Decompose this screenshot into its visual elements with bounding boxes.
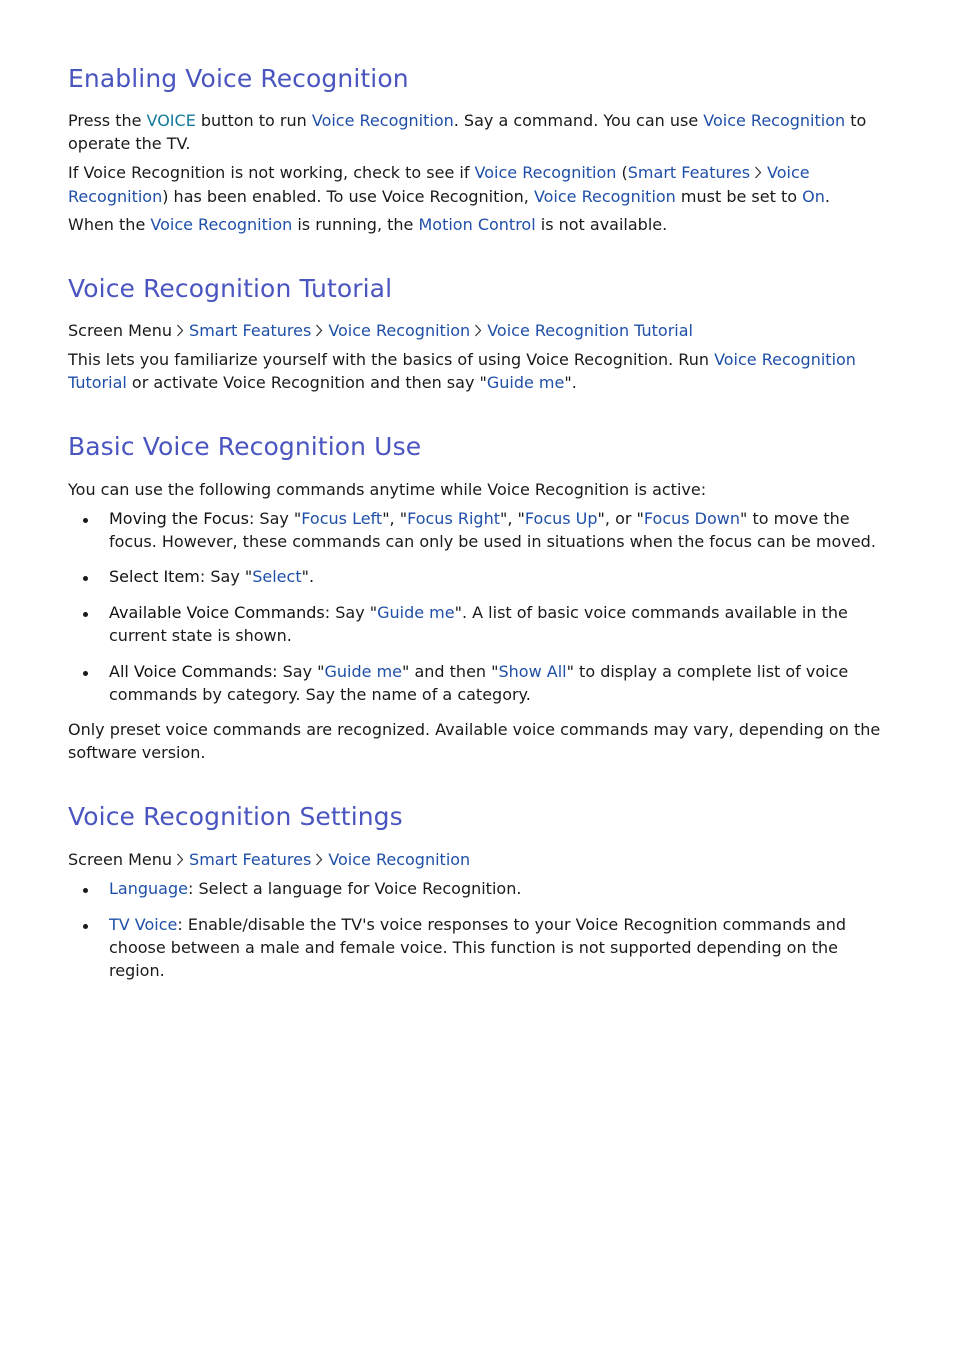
list-item <box>68 661 890 707</box>
setting-label: TV Voice <box>109 915 178 934</box>
command-term: Select <box>252 567 302 586</box>
list-item <box>68 602 890 648</box>
chevron-right-icon <box>176 321 184 344</box>
section-title: Basic Voice Recognition Use <box>68 432 422 461</box>
basic-outro <box>68 719 890 765</box>
command-term: Guide me <box>324 662 403 681</box>
text: This lets you familiarize yourself with the basics of using Voice Recognition. Run <box>68 350 715 369</box>
bullet-icon <box>83 671 88 676</box>
section-basic <box>68 432 890 462</box>
menu-term: Smart Features <box>627 163 751 182</box>
text: When the <box>68 215 151 234</box>
item-label: Moving the Focus <box>109 509 249 528</box>
text: to operate the TV. <box>68 111 867 153</box>
text: : Say " <box>272 662 325 681</box>
section-tutorial <box>68 274 890 304</box>
menu-term: Voice Recognition <box>311 111 454 130</box>
list-item <box>68 508 890 554</box>
item-label: All Voice Commands <box>109 662 273 681</box>
enabling-paragraph-2 <box>68 162 890 209</box>
text: ( <box>616 163 628 182</box>
basic-item-3 <box>68 602 890 648</box>
settings-menu-path <box>68 849 890 873</box>
bullet-icon <box>83 924 88 929</box>
text: ) has been enabled. To use Voice Recognition, <box>162 186 534 206</box>
basic-item-4 <box>68 661 890 707</box>
path-item: Voice Recognition Tutorial <box>487 321 693 340</box>
text: button to run <box>195 111 312 130</box>
chevron-right-icon <box>474 321 482 344</box>
item-label: Available Voice Commands <box>109 603 325 622</box>
text: Press the <box>68 111 147 130</box>
text: ". <box>564 372 577 392</box>
bullet-icon <box>83 576 88 581</box>
settings-item-2 <box>68 914 890 982</box>
text: ", " <box>382 509 408 528</box>
chevron-right-icon <box>176 850 184 873</box>
section-title: Voice Recognition Tutorial <box>68 274 393 303</box>
path-item: Smart Features <box>189 321 312 340</box>
intro-text: You can use the following commands anytime while Voice Recognition is active: <box>68 480 707 499</box>
path-item: Smart Features <box>189 850 312 869</box>
menu-term: Voice Recognition <box>474 163 617 182</box>
text: " to display a complete list of voice commands by category. Say the name of a category. <box>109 662 849 704</box>
chevron-right-icon <box>315 321 323 344</box>
text: is not available. <box>535 215 668 234</box>
text: . Say a command. You can use <box>453 111 704 130</box>
section-title: Voice Recognition Settings <box>68 802 403 831</box>
text: " and then " <box>402 662 499 681</box>
menu-term: Motion Control <box>418 215 536 234</box>
section-settings <box>68 802 890 832</box>
command-term: Guide me <box>377 603 455 622</box>
chevron-right-icon <box>754 163 762 186</box>
text: is running, the <box>292 215 419 234</box>
text: ", or " <box>597 509 644 528</box>
chevron-right-icon <box>315 850 323 873</box>
text: : Say " <box>248 509 302 528</box>
list-item <box>68 566 890 589</box>
text: ". A list of basic voice commands available in the current state is shown. <box>109 603 848 645</box>
text: " to move the focus. However, these commands can only be used in situations when the focus can be moved. <box>109 509 876 551</box>
text: ", " <box>500 509 525 528</box>
path-root: Screen Menu <box>68 850 173 869</box>
command-term: Guide me <box>486 372 565 392</box>
setting-label: Language <box>109 879 188 898</box>
section-title: Enabling Voice Recognition <box>68 64 409 93</box>
menu-term: Voice Recognition Tutorial <box>68 350 856 392</box>
text: or activate Voice Recognition and then say " <box>126 372 487 392</box>
section-enabling <box>68 64 890 94</box>
command-term: Focus Up <box>524 509 598 528</box>
path-item: Voice Recognition <box>328 850 471 869</box>
text: : Enable/disable the TV's voice responses to your Voice Recognition commands and choose between a male and female voice. This function is not supported depending on the region. <box>109 915 846 980</box>
command-term: Focus Down <box>643 509 741 528</box>
basic-item-1 <box>68 508 890 554</box>
command-term: Show All <box>498 662 567 681</box>
bullet-icon <box>83 518 88 523</box>
text: ". <box>301 567 315 586</box>
tutorial-menu-path <box>68 320 890 344</box>
basic-intro <box>68 479 890 502</box>
command-term: Focus Left <box>301 509 383 528</box>
path-item: Voice Recognition <box>328 321 471 340</box>
bullet-icon <box>83 612 88 617</box>
command-term: Focus Right <box>407 509 500 528</box>
text: . <box>824 186 830 206</box>
enabling-paragraph-3 <box>68 214 890 237</box>
menu-term: On <box>802 186 825 206</box>
text: : Say " <box>199 567 253 586</box>
voice-button-term: VOICE <box>146 111 196 130</box>
enabling-paragraph-1 <box>68 110 890 156</box>
text: must be set to <box>675 186 803 206</box>
menu-term: Voice Recognition <box>68 163 810 206</box>
item-label: Select Item <box>109 567 200 586</box>
menu-term: Voice Recognition <box>533 186 676 206</box>
menu-term: Voice Recognition <box>703 111 846 130</box>
basic-item-2 <box>68 566 890 589</box>
settings-item-1 <box>68 878 890 901</box>
text: : Select a language for Voice Recognition. <box>187 879 522 898</box>
list-item <box>68 914 890 982</box>
outro-text: Only preset voice commands are recognized. Available voice commands may vary, depending on the software version. <box>68 720 881 762</box>
menu-term: Voice Recognition <box>150 215 293 234</box>
bullet-icon <box>83 888 88 893</box>
text: : Say " <box>324 603 378 622</box>
path-root: Screen Menu <box>68 321 173 340</box>
text: If Voice Recognition is not working, check to see if <box>68 163 475 182</box>
list-item <box>68 878 890 901</box>
tutorial-paragraph <box>68 349 890 395</box>
